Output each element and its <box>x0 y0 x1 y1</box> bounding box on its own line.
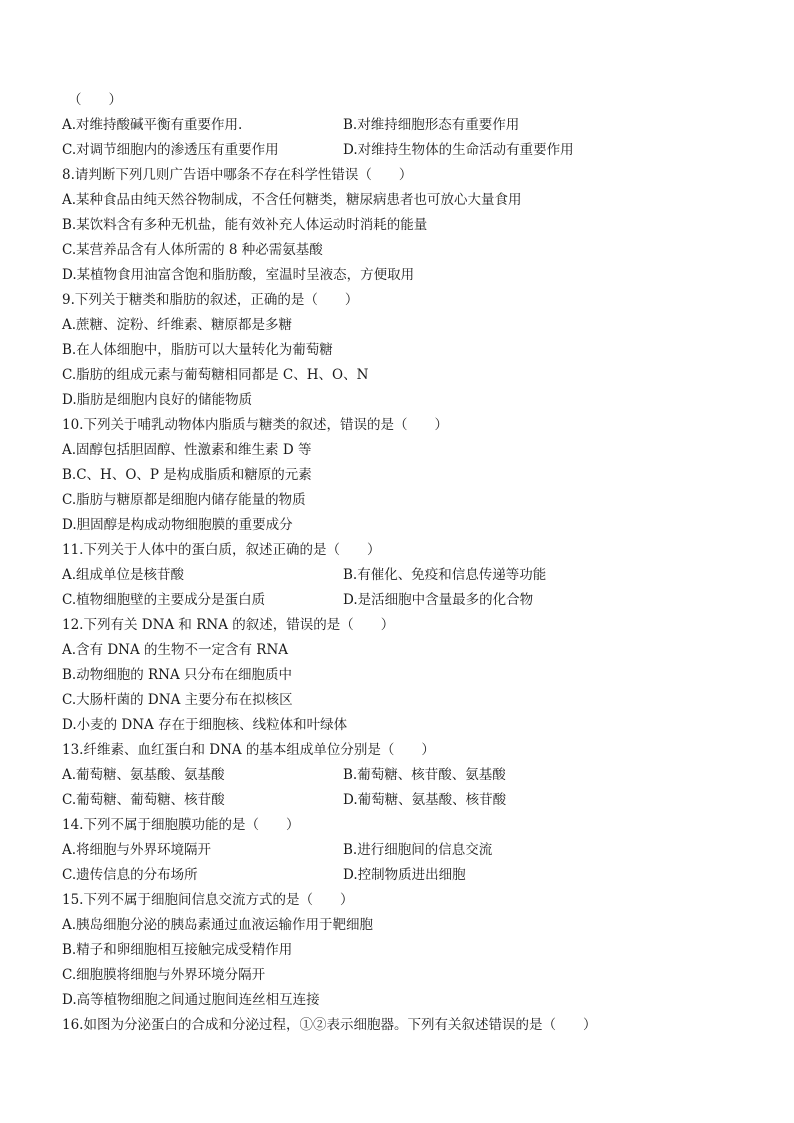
text-line: 13.纤维素、血红蛋白和 DNA 的基本组成单位分别是（ ） <box>62 742 435 758</box>
option-row <box>62 113 742 138</box>
text-line: 12.下列有关 DNA 和 RNA 的叙述，错误的是（ ） <box>62 617 395 633</box>
option-row <box>62 588 742 613</box>
option-row <box>62 863 742 888</box>
text-line: A.蔗糖、淀粉、纤维素、糖原都是多糖 <box>62 317 293 333</box>
option-row <box>62 563 742 588</box>
option-text: A.葡萄糖、氨基酸、氨基酸 <box>62 767 225 783</box>
option-text: D.控制物质进出细胞 <box>343 867 466 883</box>
text-line: 14.下列不属于细胞膜功能的是（ ） <box>62 817 300 833</box>
text-line: 8.请判断下列几则广告语中哪条不存在科学性错误（ ） <box>62 167 413 183</box>
option-text: C.葡萄糖、葡萄糖、核苷酸 <box>62 792 225 808</box>
text-line: 10.下列关于哺乳动物体内脂质与糖类的叙述，错误的是（ ） <box>62 417 448 433</box>
text-line: 15.下列不属于细胞间信息交流方式的是（ ） <box>62 892 354 908</box>
text-line: C.细胞膜将细胞与外界环境分隔开 <box>62 967 266 983</box>
text-line: D.某植物食用油富含饱和脂肪酸，室温时呈液态，方便取用 <box>62 267 415 283</box>
option-row <box>62 763 742 788</box>
text-line: C.大肠杆菌的 DNA 主要分布在拟核区 <box>62 692 293 708</box>
option-text: C.植物细胞壁的主要成分是蛋白质 <box>62 592 266 608</box>
text-line: A.含有 DNA 的生物不一定含有 RNA <box>62 642 289 658</box>
text-line: 16.如图为分泌蛋白的合成和分泌过程，①②表示细胞器。下列有关叙述错误的是（ ） <box>62 1017 597 1033</box>
text-line: C.脂肪的组成元素与葡萄糖相同都是 C、H、O、N <box>62 367 369 383</box>
text-line: C.某营养品含有人体所需的 8 种必需氨基酸 <box>62 242 323 258</box>
text-line: B.精子和卵细胞相互接触完成受精作用 <box>62 942 293 958</box>
option-text: B.有催化、免疫和信息传递等功能 <box>343 567 547 583</box>
option-row <box>62 838 742 863</box>
option-text: A.组成单位是核苷酸 <box>62 567 185 583</box>
option-text: C.遗传信息的分布场所 <box>62 867 198 883</box>
text-line: C.脂肪与糖原都是细胞内储存能量的物质 <box>62 492 306 508</box>
text-line: A.固醇包括胆固醇、性激素和维生素 D 等 <box>62 442 312 458</box>
text-line: D.脂肪是细胞内良好的储能物质 <box>62 392 253 408</box>
option-text: C.对调节细胞内的渗透压有重要作用 <box>62 142 279 158</box>
option-text: B.进行细胞间的信息交流 <box>343 842 493 858</box>
text-line: 9.下列关于糖类和脂肪的叙述，正确的是（ ） <box>62 292 359 308</box>
option-text: D.葡萄糖、氨基酸、核苷酸 <box>343 792 507 808</box>
answer-blank: （ ） <box>68 92 122 108</box>
option-text: D.是活细胞中含量最多的化合物 <box>343 592 534 608</box>
option-row <box>62 788 742 813</box>
text-line: D.胆固醇是构成动物细胞膜的重要成分 <box>62 517 293 533</box>
text-line: 11.下列关于人体中的蛋白质，叙述正确的是（ ） <box>62 542 381 558</box>
text-line: A.胰岛细胞分泌的胰岛素通过血液运输作用于靶细胞 <box>62 917 374 933</box>
text-line: A.某种食品由纯天然谷物制成，不含任何糖类，糖尿病患者也可放心大量食用 <box>62 192 522 208</box>
text-line: B.某饮料含有多种无机盐，能有效补充人体运动时消耗的能量 <box>62 217 428 233</box>
option-text: A.将细胞与外界环境隔开 <box>62 842 212 858</box>
question-list <box>62 88 742 1038</box>
option-text: D.对维持生物体的生命活动有重要作用 <box>343 142 574 158</box>
text-line: D.小麦的 DNA 存在于细胞核、线粒体和叶绿体 <box>62 717 348 733</box>
text-line: D.高等植物细胞之间通过胞间连丝相互连接 <box>62 992 320 1008</box>
option-text: B.对维持细胞形态有重要作用 <box>343 117 520 133</box>
text-line: B.C、H、O、P 是构成脂质和糖原的元素 <box>62 467 312 483</box>
option-text: A.对维持酸碱平衡有重要作用. <box>62 117 243 133</box>
text-line: B.在人体细胞中，脂肪可以大量转化为葡萄糖 <box>62 342 333 358</box>
option-text: B.葡萄糖、核苷酸、氨基酸 <box>343 767 506 783</box>
text-line: B.动物细胞的 RNA 只分布在细胞质中 <box>62 667 293 683</box>
option-row <box>62 138 742 163</box>
